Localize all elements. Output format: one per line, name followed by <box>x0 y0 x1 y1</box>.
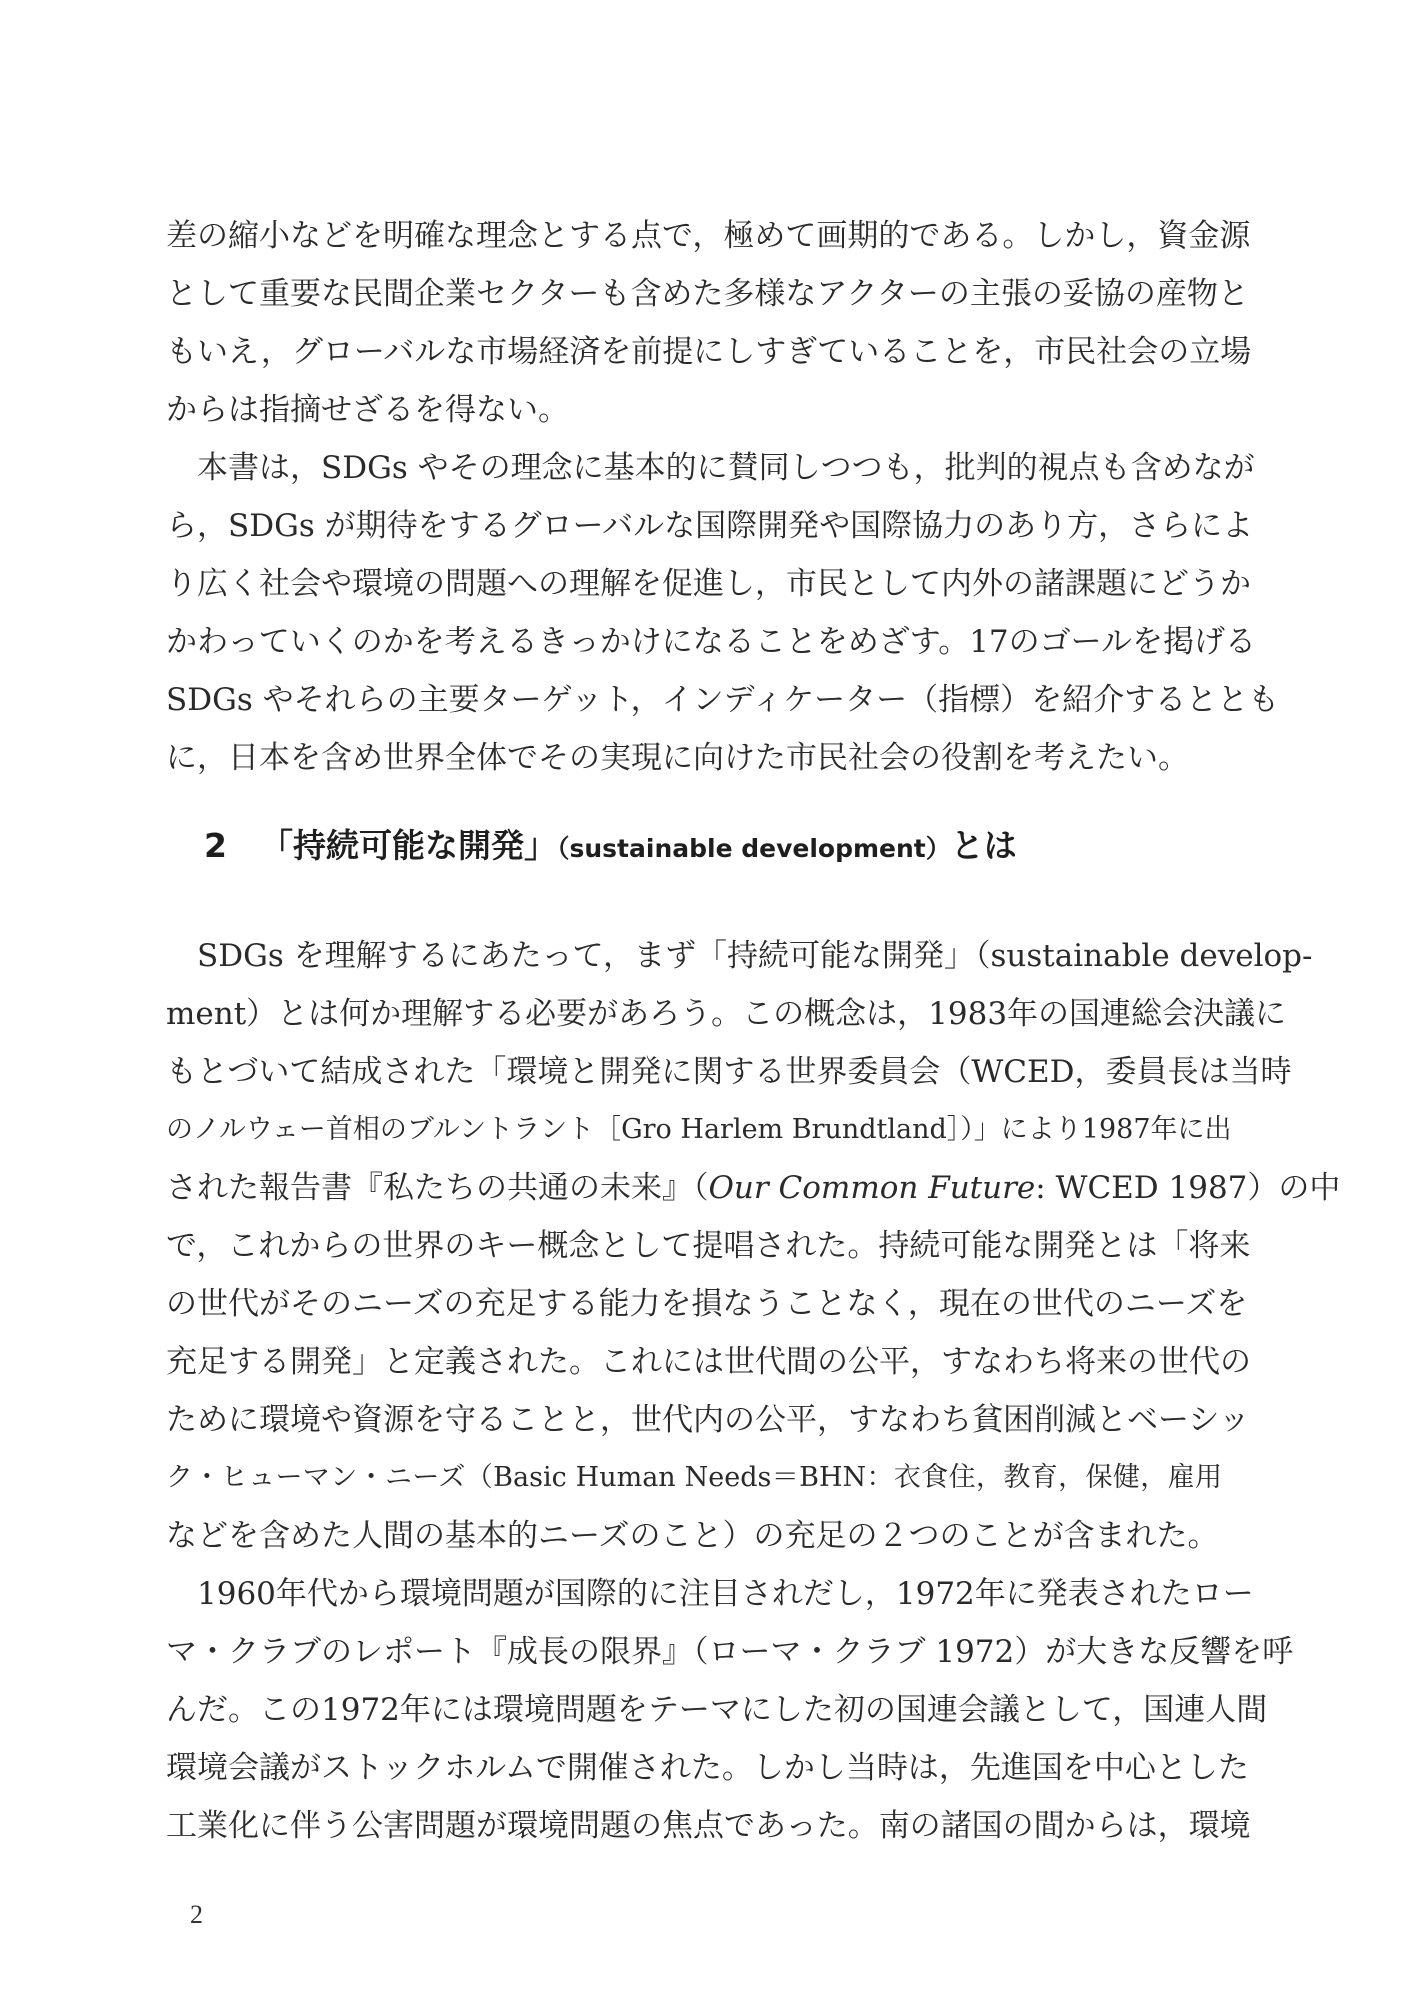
text-line: などを含めた人間の基本的ニーズのこと）の充足の２つのことが含まれた。 <box>166 1518 1219 1554</box>
citation-title: Our Common Future <box>708 1170 1036 1206</box>
page-number: 2 <box>190 1900 203 1929</box>
text-line: として重要な民間企業セクターも含めた多様なアクターの主張の妥協の産物と <box>166 276 1249 312</box>
text-line-citation <box>166 1168 1341 1208</box>
text-line: かわっていくのかを考えるきっかけになることをめざす。17のゴールを掲げる <box>166 624 1257 660</box>
text-line: もとづいて結成された「環境と開発に関する世界委員会（WCED，委員長は当時 <box>166 1054 1292 1090</box>
section-title-suffix: とは <box>950 826 1017 865</box>
text-line: で，これからの世界のキー概念として提唱された。持続可能な開発とは「将来 <box>166 1228 1251 1264</box>
text-line: ために環境や資源を守ることと，世代内の公平，すなわち貧困削減とベーシッ <box>166 1402 1250 1438</box>
text-line: ら，SDGs が期待をするグローバルな国際開発や国際協力のあり方，さらによ <box>166 508 1254 544</box>
text-line: 1960年代から環境問題が国際的に注目されだし，1972年に発表されたロー <box>166 1576 1254 1612</box>
citation-rest: : WCED 1987）の中 <box>1035 1170 1341 1206</box>
text-line: 環境会議がストックホルムで開催された。しかし当時は，先進国を中心とした <box>166 1750 1249 1786</box>
text-line: の世代がそのニーズの充足する能力を損なうことなく，現在の世代のニーズを <box>166 1286 1248 1322</box>
text-line: ク・ヒューマン・ニーズ（Basic Human Needs＝BHN：衣食住，教育，保健，雇用 <box>166 1462 1222 1493</box>
section-title: 「持続可能な開発」 <box>260 826 557 865</box>
text-line: マ・クラブのレポート『成長の限界』（ローマ・クラブ 1972）が大きな反響を呼 <box>166 1634 1294 1670</box>
text-line: SDGs を理解するにあたって，まず「持続可能な開発」（sustainable develop- <box>166 938 1313 974</box>
text-line: 本書は，SDGs やその理念に基本的に賛同しつつも，批判的視点も含めなが <box>166 450 1255 486</box>
text-line: もいえ，グローバルな市場経済を前提にしすぎていることを，市民社会の立場 <box>166 334 1252 370</box>
text-line: 工業化に伴う公害問題が環境問題の焦点であった。南の諸国の間からは，環境 <box>166 1808 1251 1844</box>
section-heading <box>204 818 1017 874</box>
section-number: 2 <box>204 826 227 865</box>
text-line: からは指摘せざるを得ない。 <box>166 392 569 428</box>
text-line: SDGs やそれらの主要ターゲット，インディケーター（指標）を紹介するととも <box>166 682 1280 718</box>
citation-lead: された報告書『私たちの共通の未来』（ <box>166 1170 709 1206</box>
text-line: のノルウェー首相のブルントラント［Gro Harlem Brundtland］）」により1987年に出 <box>166 1114 1232 1145</box>
text-line: 充足する開発」と定義された。これには世代間の公平，すなわち将来の世代の <box>166 1344 1251 1380</box>
section-subtitle: （sustainable development） <box>557 834 951 863</box>
text-line: り広く社会や環境の問題への理解を促進し，市民として内外の諸課題にどうか <box>166 566 1251 602</box>
text-line: んだ。この1972年には環境問題をテーマにした初の国連会議として，国連人間 <box>166 1692 1268 1728</box>
text-line: ment）とは何か理解する必要があろう。この概念は，1983年の国連総会決議に <box>166 996 1287 1032</box>
text-line: に，日本を含め世界全体でその実現に向けた市民社会の役割を考えたい。 <box>166 740 1189 776</box>
text-line: 差の縮小などを明確な理念とする点で，極めて画期的である。しかし，資金源 <box>166 218 1251 254</box>
